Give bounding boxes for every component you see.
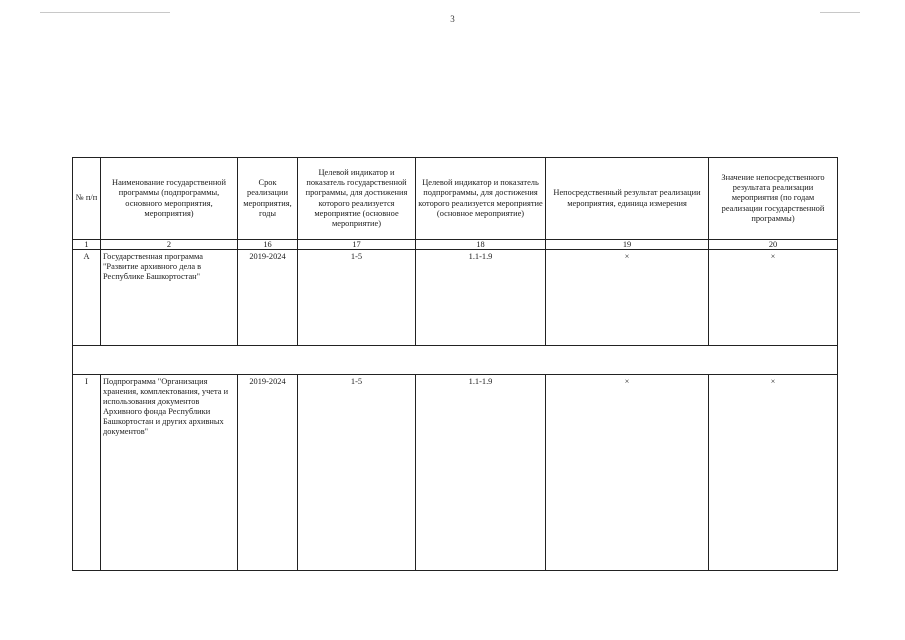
header-number: № п/п [73,158,101,240]
header-row [73,158,838,240]
page-number: 3 [450,14,455,24]
column-number: 1 [73,240,101,250]
row-number: А [73,250,101,346]
column-number: 19 [546,240,709,250]
row-result: × [546,375,709,571]
row-program-indicator: 1-5 [298,250,416,346]
row-name: Подпрограмма "Организация хранения, комплектования, учета и использования документов Архивного фонда Республики Башкортостан и других архивных документов" [101,375,238,571]
table-row [73,250,838,346]
program-table [72,157,838,571]
column-number: 18 [416,240,546,250]
row-subprogram-indicator: 1.1-1.9 [416,250,546,346]
scan-artifact [820,12,860,13]
column-number: 20 [709,240,838,250]
header-name: Наименование государственной программы (подпрограммы, основного мероприятия, мероприятия) [101,158,238,240]
row-number: I [73,375,101,571]
scan-artifact [40,12,170,13]
row-value: × [709,250,838,346]
column-number: 2 [101,240,238,250]
header-period: Срок реализации мероприятия, годы [238,158,298,240]
header-subprogram-indicator: Целевой индикатор и показатель подпрограммы, для достижения которого реализуется мероприятие (основное мероприятие) [416,158,546,240]
row-program-indicator: 1-5 [298,375,416,571]
row-result: × [546,250,709,346]
row-period: 2019-2024 [238,375,298,571]
table-row [73,375,838,571]
column-number: 16 [238,240,298,250]
row-subprogram-indicator: 1.1-1.9 [416,375,546,571]
column-number-row [73,240,838,250]
row-name: Государственная программа "Развитие архивного дела в Республике Башкортостан" [101,250,238,346]
header-value: Значение непосредственного результата реализации мероприятия (по годам реализации государственной программы) [709,158,838,240]
header-result: Непосредственный результат реализации мероприятия, единица измерения [546,158,709,240]
column-number: 17 [298,240,416,250]
header-program-indicator: Целевой индикатор и показатель государственной программы, для достижения которого реализуется мероприятие (основное мероприятие) [298,158,416,240]
spacer-cell [73,346,838,375]
row-period: 2019-2024 [238,250,298,346]
spacer-row [73,346,838,375]
row-value: × [709,375,838,571]
